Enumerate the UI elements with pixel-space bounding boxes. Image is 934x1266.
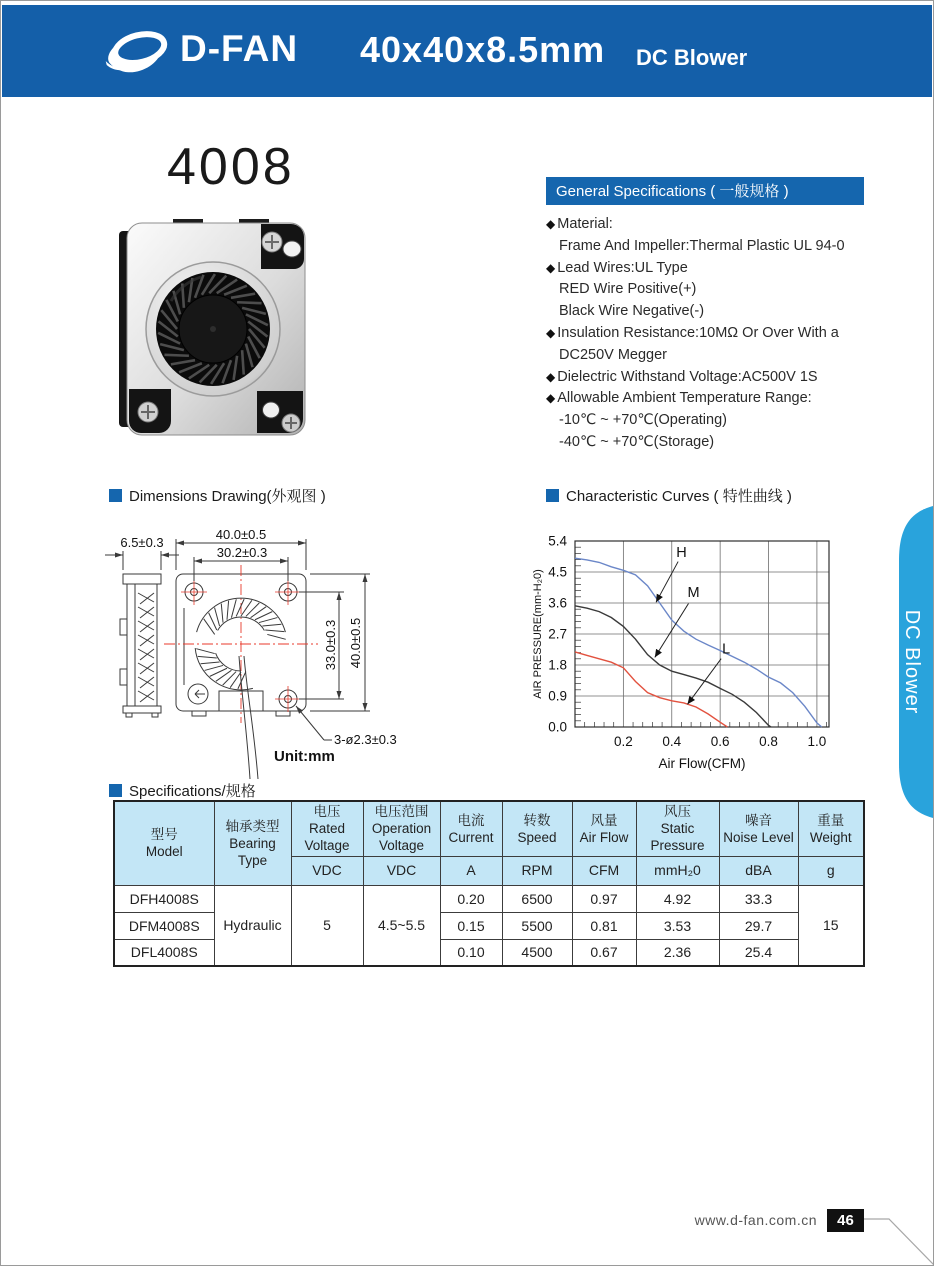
unit-speed: RPM xyxy=(502,856,572,885)
curve-label-M: M xyxy=(687,584,700,601)
spec-bullet-line: ◆ Insulation Resistance:10MΩ Or Over With a xyxy=(546,324,839,341)
spec-bullet-line: ◆ Dielectric Withstand Voltage:AC500V 1S xyxy=(546,368,818,385)
unit-rated-voltage: VDC xyxy=(291,856,363,885)
col-header-noise-level: 噪音 Noise Level xyxy=(719,801,798,856)
cell-model: DFH4008S xyxy=(114,885,214,912)
unit-operation-voltage: VDC xyxy=(363,856,440,885)
diamond-bullet-icon: ◆ xyxy=(546,369,556,384)
section-marker-icon xyxy=(546,489,559,502)
annotation-arrow-L xyxy=(687,659,721,705)
spec-continuation-line: Black Wire Negative(-) xyxy=(559,303,705,320)
spec-section-title-text: Specifications/规格 xyxy=(129,783,256,800)
header-bar xyxy=(2,5,932,97)
diamond-bullet-icon: ◆ xyxy=(546,325,556,340)
spec-bullet-line: ◆ Material: xyxy=(546,216,613,232)
y-axis-title: AIR PRESSURE(mm-H₂0) xyxy=(532,569,544,699)
page-number-badge: 46 xyxy=(827,1209,864,1232)
dc-blower-side-tab xyxy=(875,506,933,818)
cell-current: 0.15 xyxy=(440,912,502,939)
brand-name: D-FAN xyxy=(180,28,299,69)
col-header-bearing-type: 轴承类型 Bearing Type xyxy=(214,801,291,885)
cell-noise-level: 29.7 xyxy=(719,912,798,939)
col-header-speed: 转数 Speed xyxy=(502,801,572,856)
annotation-arrow-H xyxy=(656,562,678,603)
cell-static-pressure: 2.36 xyxy=(636,939,719,966)
curve-M xyxy=(575,606,771,727)
spec-section-title xyxy=(109,780,256,801)
cell-operation-voltage: 4.5~5.5 xyxy=(363,885,440,966)
page-title-size: 40x40x8.5mm xyxy=(360,29,606,70)
cell-air-flow: 0.97 xyxy=(572,885,636,912)
cell-current: 0.10 xyxy=(440,939,502,966)
cell-static-pressure: 4.92 xyxy=(636,885,719,912)
col-header-current: 电流 Current xyxy=(440,801,502,856)
col-header-model: 型号 Model xyxy=(114,801,214,885)
corner-decoration xyxy=(863,1207,934,1266)
dimensions-section-title-text: Dimensions Drawing(外观图 ) xyxy=(129,488,326,505)
page-title-type: DC Blower xyxy=(636,45,748,70)
cell-speed: 4500 xyxy=(502,939,572,966)
col-header-operation-voltage: 电压范围 Operation Voltage xyxy=(363,801,440,856)
spec-continuation-line: RED Wire Positive(+) xyxy=(559,281,697,298)
curves-section-title xyxy=(546,485,792,506)
x-tick-label: 0.8 xyxy=(759,734,778,749)
unit-current: A xyxy=(440,856,502,885)
dim-width: 40.0±0.5 xyxy=(215,527,267,542)
cell-noise-level: 33.3 xyxy=(719,885,798,912)
unit-air-flow: CFM xyxy=(572,856,636,885)
dimensions-drawing xyxy=(96,513,526,783)
cell-bearing-type: Hydraulic xyxy=(214,885,291,966)
x-tick-label: 1.0 xyxy=(807,734,827,749)
section-marker-icon xyxy=(109,784,122,797)
spec-continuation-line: DC250V Megger xyxy=(559,346,667,363)
y-tick-label: 2.7 xyxy=(548,626,567,642)
product-model-number: 4008 xyxy=(167,138,295,196)
curve-label-H: H xyxy=(676,545,687,562)
x-tick-label: 0.4 xyxy=(662,734,682,749)
cell-model: DFM4008S xyxy=(114,912,214,939)
spec-bullet-line: ◆ Lead Wires:UL Type xyxy=(546,259,688,276)
dim-mounting-holes: 3-ø2.3±0.3 xyxy=(334,732,397,747)
col-header-weight: 重量 Weight xyxy=(798,801,864,856)
cell-rated-voltage: 5 xyxy=(291,885,363,966)
spec-continuation-line: -10℃ ~ +70℃(Operating) xyxy=(559,412,727,429)
diamond-bullet-icon: ◆ xyxy=(546,391,556,406)
diamond-bullet-icon: ◆ xyxy=(546,217,556,231)
y-tick-label: 0.0 xyxy=(548,719,567,735)
specifications-table xyxy=(113,800,863,967)
curves-section-title-text: Characteristic Curves ( 特性曲线 ) xyxy=(566,488,792,505)
cell-weight: 15 xyxy=(798,885,864,966)
y-tick-label: 0.9 xyxy=(548,688,567,704)
y-tick-label: 1.8 xyxy=(548,657,567,673)
x-tick-label: 0.2 xyxy=(613,734,633,749)
footer-website: www.d-fan.com.cn xyxy=(694,1212,817,1228)
x-axis-title: Air Flow(CFM) xyxy=(658,756,746,771)
cell-speed: 6500 xyxy=(502,885,572,912)
section-marker-icon xyxy=(109,489,122,502)
dimensions-section-title xyxy=(109,485,326,506)
dim-hole-pitch-v: 33.0±0.3 xyxy=(323,619,338,671)
col-header-rated-voltage: 电压 Rated Voltage xyxy=(291,801,363,856)
col-header-static-pressure: 风压 Static Pressure xyxy=(636,801,719,856)
spec-continuation-line: Frame And Impeller:Thermal Plastic UL 94-0 xyxy=(559,237,845,254)
unit-label: Unit:mm xyxy=(274,748,335,765)
fan-swoosh-logo-icon xyxy=(102,23,174,75)
cell-current: 0.20 xyxy=(440,885,502,912)
general-specifications-title: General Specifications ( 一般规格 ) xyxy=(546,177,864,205)
spec-bullet-line: ◆ Allowable Ambient Temperature Range: xyxy=(546,390,812,407)
brand-logo xyxy=(102,23,298,75)
cell-air-flow: 0.67 xyxy=(572,939,636,966)
cell-model: DFL4008S xyxy=(114,939,214,966)
cell-noise-level: 25.4 xyxy=(719,939,798,966)
spec-continuation-line: -40℃ ~ +70℃(Storage) xyxy=(559,433,715,450)
table-row-DFH4008S xyxy=(114,885,864,912)
y-tick-label: 3.6 xyxy=(548,595,567,611)
curve-L xyxy=(575,652,727,727)
unit-weight: g xyxy=(798,856,864,885)
cell-air-flow: 0.81 xyxy=(572,912,636,939)
general-specifications-section xyxy=(546,177,864,454)
cell-speed: 5500 xyxy=(502,912,572,939)
cell-static-pressure: 3.53 xyxy=(636,912,719,939)
x-tick-label: 0.6 xyxy=(710,734,730,749)
dim-hole-pitch-h: 30.2±0.3 xyxy=(216,545,268,560)
curve-label-L: L xyxy=(722,641,731,658)
general-specifications-list xyxy=(546,214,864,454)
col-header-air-flow: 风量 Air Flow xyxy=(572,801,636,856)
unit-static-pressure: mmH₂0 xyxy=(636,856,719,885)
spec-table xyxy=(113,800,865,967)
dim-thickness: 6.5±0.3 xyxy=(120,535,164,550)
unit-noise-level: dBA xyxy=(719,856,798,885)
side-tab-label: DC Blower xyxy=(901,609,924,715)
dim-height: 40.0±0.5 xyxy=(348,617,363,669)
y-tick-label: 4.5 xyxy=(548,564,567,580)
diamond-bullet-icon: ◆ xyxy=(546,260,556,275)
y-tick-label: 5.4 xyxy=(548,533,567,549)
product-photo xyxy=(111,209,317,455)
